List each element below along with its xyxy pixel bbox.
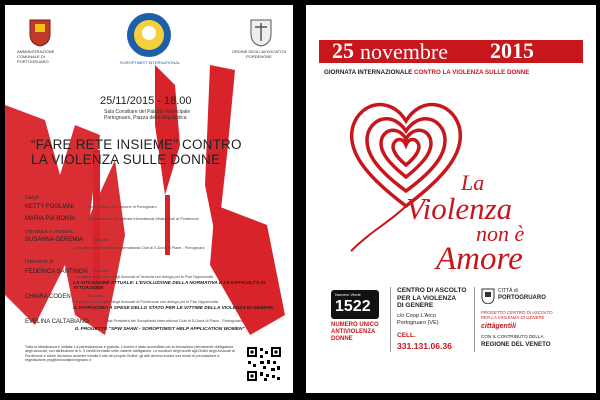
interventions-label: Interventi di — [25, 259, 54, 265]
hotline-label: Numero Verde — [335, 292, 361, 297]
subtitle-part-b: CONTRO LA VIOLENZA SULLE DONNE — [413, 69, 530, 76]
hotline-number: 1522 — [335, 298, 371, 315]
center-title-line: CENTRO DI ASCOLTO — [397, 287, 467, 294]
panelist-role: Past President del Soroptimist International Club di S.Donà di Piave - Portogruaro — [105, 319, 243, 323]
event-date-time: 25/11/2015 - 18.00 — [100, 95, 192, 107]
cell-label: CELL. — [397, 332, 416, 339]
bar-association-emblem-icon — [248, 17, 274, 47]
center-title-line: DI GENERE — [397, 302, 434, 309]
project-line: PER LA VIOLENZA DI GENERE — [481, 315, 545, 320]
project-line: PROGETTO CENTRO DI ASCOLTO — [481, 310, 553, 315]
hotline-description — [331, 322, 379, 343]
contribution-line-1: CON IL CONTRIBUTO DELLA — [481, 334, 544, 339]
project-caption — [481, 310, 553, 320]
moderator-role: Avvocato — [93, 238, 109, 242]
panelist-role: Avvocato — [93, 269, 109, 273]
center-address — [397, 313, 439, 326]
speaker-role: Vice Sindaco del Comune di Portogruaro — [88, 205, 157, 209]
venue-line-2: Portogruaro, Piazza della Repubblica — [104, 115, 187, 121]
hotline-desc-line: ANTIVIOLENZA — [331, 329, 376, 335]
intro-label: Introduce e modera — [25, 229, 73, 235]
venue-line-1: Sala Consiliare del Palazzo Municipale — [104, 109, 191, 115]
hotline-badge — [331, 290, 379, 319]
panelist-talk-title: IL PROGETTO "SPW SHAW - SOROPTIMIST HELP APPLICATION WOMEN" — [75, 327, 245, 332]
footer-note: Tutta la cittadinanza è invitata. La partecipazione è gratuita. L'evento è stato accreditato per la formazione permanente obbligatoria degli avvocati, con attribuzione di n. 3 crediti formativi nelle materie obbligatorie. Le iscrizioni degli iscritti agli Ordini degli Avvocati di Pordenone e Udine dovranno avvenire tramite il sito del proprio Ordine; gli altri devono inviare una email di prenotazione a registrazione.peg@avvocatiportogruaro.it — [25, 345, 235, 363]
right-poster — [306, 5, 596, 393]
soroptimist-label: SOROPTIMIST INTERNATIONAL — [119, 60, 181, 65]
panelist-name: CHIARA CODEN — [25, 294, 71, 300]
municipality-label: AMMINISTRAZIONE COMUNALE DI PORTOGRUARO — [17, 49, 55, 64]
moderator-role-detail: Consigliere del Soroptimist International Club di S.Donà di Piave - Portogruaro — [73, 246, 205, 250]
city-label-1: CITTÀ di — [498, 288, 518, 294]
municipality-crest-icon — [27, 17, 53, 47]
moderator-name: SUSANNA GEREMIA — [25, 237, 84, 243]
divider — [390, 287, 391, 352]
panelist-role: Avvocato — [88, 294, 104, 298]
panelist-talk-title: IL PATROCINIO A SPESE DELLO STATO PER LE VITTIME DELLA VIOLENZA DI GENERE — [73, 306, 274, 311]
subtitle-part-a: GIORNATA INTERNAZIONALE — [324, 69, 413, 76]
panelist-role-detail: Consigliere dell'Ordine degli Avvocati di Venezia con delega per le Pari Opportunità — [73, 275, 213, 279]
bar-association-label: ORDINE DEGLI AVVOCATI DI PORDENONE — [231, 49, 287, 59]
brand-logo: cittàgentili — [481, 323, 517, 330]
address-line: Portogruaro (VE) — [397, 319, 439, 326]
headline-word-1: La — [461, 170, 485, 195]
date-day: 25 — [332, 38, 354, 63]
date-banner — [319, 40, 583, 63]
center-title-line: PER LA VIOLENZA — [397, 294, 457, 302]
qr-code-icon[interactable] — [246, 346, 282, 382]
greetings-label: Saluti — [25, 195, 39, 201]
speaker-name: KETTY FOGLIANI — [25, 204, 74, 210]
address-line: c/o Coop L'Arco — [397, 313, 436, 319]
campaign-subtitle — [324, 69, 529, 76]
panelist-name: FEDERICA SANTINON — [25, 269, 88, 275]
divider — [474, 287, 475, 352]
headline-word-3: non è — [476, 221, 525, 246]
spiral-heart-icon — [331, 81, 481, 256]
date-year: 2015 — [490, 38, 534, 63]
city-crest-icon — [481, 288, 495, 304]
city-label-2: PORTOGRUARO — [498, 295, 546, 301]
contribution-line-2: REGIONE DEL VENETO — [481, 341, 551, 348]
hotline-desc-line: DONNE — [331, 336, 353, 342]
headline-word-4: Amore — [436, 241, 523, 277]
panelist-name: EVELINA CALTABIANO — [25, 319, 89, 325]
speaker-role: Presidente del Soroptimist International d'Italia Club di Pordenone — [88, 217, 199, 221]
event-title-line-1: “FARE RETE INSIEME” CONTRO — [31, 137, 242, 152]
hotline-desc-line: NUMERO UNICO — [331, 322, 379, 328]
headline-word-2: Violenza — [406, 191, 513, 226]
cell-number[interactable]: 331.131.06.36 — [397, 341, 452, 351]
panelist-talk-title: LA SITUAZIONE ATTUALE: L'EVOLUZIONE DELLA NORMATIVA E LE DIFFICOLTÀ DI ATTUAZIONE — [73, 281, 266, 291]
panelist-role-detail: Consigliere dell'Ordine degli Avvocati di Pordenone con delega per le Pari Opportunità — [73, 300, 218, 304]
left-poster — [5, 5, 293, 393]
listening-center-title — [397, 287, 466, 310]
date-month: novembre — [360, 39, 448, 64]
soroptimist-logo-icon — [126, 12, 172, 58]
speaker-name: MARIA PIA BONSI — [25, 216, 76, 222]
event-title-line-2: LA VIOLENZA SULLE DONNE — [31, 152, 221, 167]
